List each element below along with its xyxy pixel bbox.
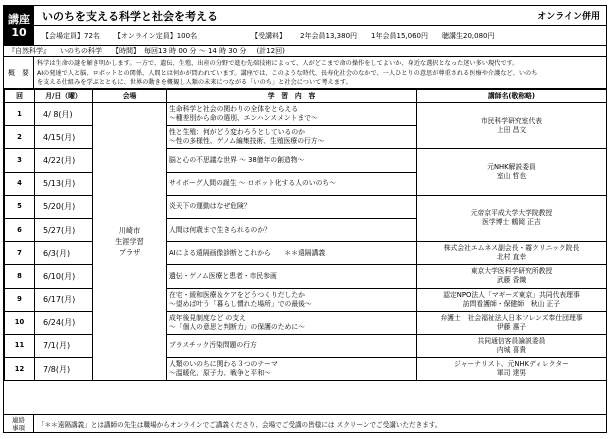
table-row (5, 103, 607, 126)
session-topic (167, 172, 417, 195)
session-topic (167, 334, 417, 357)
session-date: 4/22(月) (35, 149, 93, 172)
topic-line: 人類のいのちに関わる３つのテーマ (169, 360, 278, 369)
notes-section (4, 414, 606, 433)
lecturer-line: 室山 哲也 (496, 172, 527, 181)
session-topic (167, 195, 417, 218)
lecturer-line: 共同通信客員論説委員 (477, 336, 546, 345)
session-date: 4/15(月) (35, 126, 93, 149)
time-label: 【時間】 (112, 47, 140, 55)
course-sheet (3, 5, 607, 433)
session-lecturer (417, 149, 607, 195)
session-date: 6/3(月) (35, 242, 93, 265)
session-date: 4/ 8(月) (35, 103, 93, 126)
topic-line: ～性の多様性、ゲノム編集技術、生殖医療の行方～ (169, 137, 325, 146)
notes-text: 「＊＊遠隔講義」とは講師の先生は職場からオンラインでご講義くださり、会場でご受講の皆様には スクリーンでご受講いただきます。 (38, 421, 442, 429)
session-number: 5 (5, 195, 35, 218)
session-topic (167, 149, 417, 172)
overview-line: 科学は生命の謎を解き明かします。一方で、遺伝、生殖、出産の分野で進む先端技術によって、人がどこまで命の操作をしてよいか、身近な選択となった迷い多い現代です。 (37, 60, 519, 67)
lecturer-line: 伊藤 惠子 (496, 322, 527, 331)
venue-line: プラザ (118, 248, 141, 258)
topic-line: 性と生殖：何がどう変わろうとしているのか (169, 128, 305, 137)
header-main (34, 6, 606, 45)
lecturer-line: 軍司 達男 (496, 369, 527, 378)
notes-label-line: 連絡 (12, 416, 25, 424)
col-header-no: 回 (5, 90, 35, 103)
session-topic (167, 358, 417, 381)
topic-line: ～温暖化、原子力、戦争と平和～ (169, 369, 271, 378)
lecturer-line: 医学博士 鶴岡 正吉 (482, 218, 541, 227)
venue-cell (93, 103, 167, 381)
session-date: 6/24(月) (35, 311, 93, 334)
format-label: オンライン併用 (537, 12, 600, 22)
session-topic (167, 311, 417, 334)
session-lecturer (417, 358, 607, 381)
session-date: 6/10(月) (35, 265, 93, 288)
topic-line: 在宅・緩和医療＆ケアをどうつくりだしたか (169, 290, 305, 299)
session-lecturer (417, 242, 607, 265)
topic-line: 成年後見制度など の支え (169, 313, 246, 322)
session-date: 5/20(月) (35, 195, 93, 218)
session-number: 11 (5, 334, 35, 357)
col-header-date: 月/日（曜） (35, 90, 93, 103)
session-lecturer (417, 103, 607, 149)
fee-audit: 聴講生20,080円 (441, 31, 495, 40)
lecture-number: 10 (11, 26, 27, 39)
course-header (4, 6, 606, 46)
topic-line: サイボーグ人間の誕生 ～ ロボット化する人のいのち～ (169, 179, 336, 188)
session-number: 8 (5, 265, 35, 288)
col-header-topic: 学 習 内 容 (167, 90, 417, 103)
topic-line: 炎天下の運動はなぜ危険？ (169, 202, 251, 211)
topic-line: 遺伝・ゲノム医療と患者・市民参画 (169, 271, 277, 280)
title-row (34, 6, 606, 26)
lecturer-line: 弁護士 社会福祉法人日本フレンズ奉仕団理事 (440, 313, 583, 322)
info-row (34, 26, 606, 45)
subheader-row (4, 46, 606, 57)
session-date: 7/1(月) (35, 334, 93, 357)
col-header-venue: 会場 (93, 90, 167, 103)
fee-2yr: 2年会員13,380円 (300, 31, 358, 40)
topic-line: 人間は何歳まで生きられるのか？ (169, 225, 271, 234)
category-label: いのちの科学 (60, 47, 102, 55)
session-topic (167, 103, 417, 126)
lecture-label: 講座 (8, 13, 30, 26)
lecturer-line: 武藤 香織 (496, 276, 527, 285)
session-date: 5/27(月) (35, 218, 93, 241)
lecturer-line: 元NHK解説委員 (487, 163, 536, 172)
session-topic (167, 242, 417, 265)
session-date: 7/8(月) (35, 358, 93, 381)
venue-line: 生涯学習 (115, 237, 144, 247)
overview-line: を支える仕組みを学ぶとともに、世界の動きを概観し人類の未来につながる「いのち」と社会について考えます。 (37, 79, 352, 86)
session-number: 3 (5, 149, 35, 172)
field-label: 『自然科学』 (8, 47, 50, 55)
overview-label: 概 要 (4, 57, 34, 88)
topic-line: ～「個人の意思と判断力」の保護のために～ (169, 322, 305, 331)
session-topic (167, 126, 417, 149)
table-header-row (5, 90, 607, 103)
session-lecturer (417, 195, 607, 241)
notes-label (4, 415, 34, 433)
schedule-table (4, 89, 607, 381)
session-lecturer (417, 334, 607, 357)
session-topic (167, 218, 417, 241)
online-capacity: 【オンライン定員】100名 (113, 31, 198, 40)
lecturer-line: 市民科学研究室代表 (480, 116, 543, 125)
venue-line: 川崎市 (118, 226, 141, 236)
lecturer-line: 北村 直幸 (496, 253, 527, 262)
session-number: 10 (5, 311, 35, 334)
lecturer-line: 訪問看護師・保健師 秋山 正子 (462, 299, 561, 308)
lecturer-line: ジャーナリスト、元NHKディレクター (454, 360, 569, 369)
topic-line: プラスチック汚染問題の行方 (169, 341, 257, 350)
topic-line: AIによる遠隔画像診断とこれから ＊＊遠隔講義 (169, 248, 326, 257)
session-number: 2 (5, 126, 35, 149)
lecturer-line: 株式会社エムネス副会長・霧クリニック院長 (443, 244, 580, 253)
fee-1yr: 1年会員15,060円 (371, 31, 428, 40)
overview-line: AIの発達で人と脳、ロボットとの関係、人間とは何かが問われています。講座では、このような時代、長寿化社会のなかで、一人ひとりの意思が尊重される医療や介護など、いのち (37, 69, 538, 77)
session-number: 12 (5, 358, 35, 381)
session-date: 5/13(月) (35, 172, 93, 195)
lecturer-line: 内城 喜貴 (496, 345, 527, 354)
session-date: 6/17(月) (35, 288, 93, 311)
session-number: 1 (5, 103, 35, 126)
overview-text (34, 57, 606, 88)
overview-section (4, 57, 606, 89)
lecturer-line: 認定NPO法人「マギーズ東京」共同代表理事 (443, 290, 580, 299)
lecturer-line: 上田 昌文 (496, 125, 527, 134)
col-header-lecturer: 講師名(敬称略) (417, 90, 607, 103)
topic-line: ～望めば叶う「暮らし慣れた場所」での最後～ (169, 299, 312, 308)
session-topic (167, 265, 417, 288)
session-count: (計12回) (256, 47, 285, 55)
notes-label-line: 事項 (12, 424, 25, 432)
session-topic (167, 288, 417, 311)
session-number: 4 (5, 172, 35, 195)
lecturer-line: 東京大学医科学研究所教授 (470, 267, 553, 276)
session-lecturer (417, 265, 607, 288)
session-number: 6 (5, 218, 35, 241)
session-lecturer (417, 288, 607, 311)
topic-line: 生命科学と社会の関わりの全体をとらえる (169, 105, 299, 114)
time-value: 毎回13 時 00 分 ～ 14 時 30 分 (144, 47, 247, 55)
fee-label: 【受講料】 (251, 31, 287, 40)
session-lecturer (417, 311, 607, 334)
session-number: 7 (5, 242, 35, 265)
topic-line: ～種差別から命の選別、エンハンスメントまで～ (169, 114, 318, 123)
course-title: いのちを支える科学と社会を考える (42, 9, 218, 23)
topic-line: 脳と心の不思議な世界 ～ 38億年の創造物～ (169, 155, 305, 164)
session-number: 9 (5, 288, 35, 311)
lecturer-line: 元帝京平成大学大学院教授 (470, 209, 553, 218)
lecture-number-box (4, 6, 34, 46)
venue-capacity: 【会場定員】72名 (42, 31, 100, 40)
